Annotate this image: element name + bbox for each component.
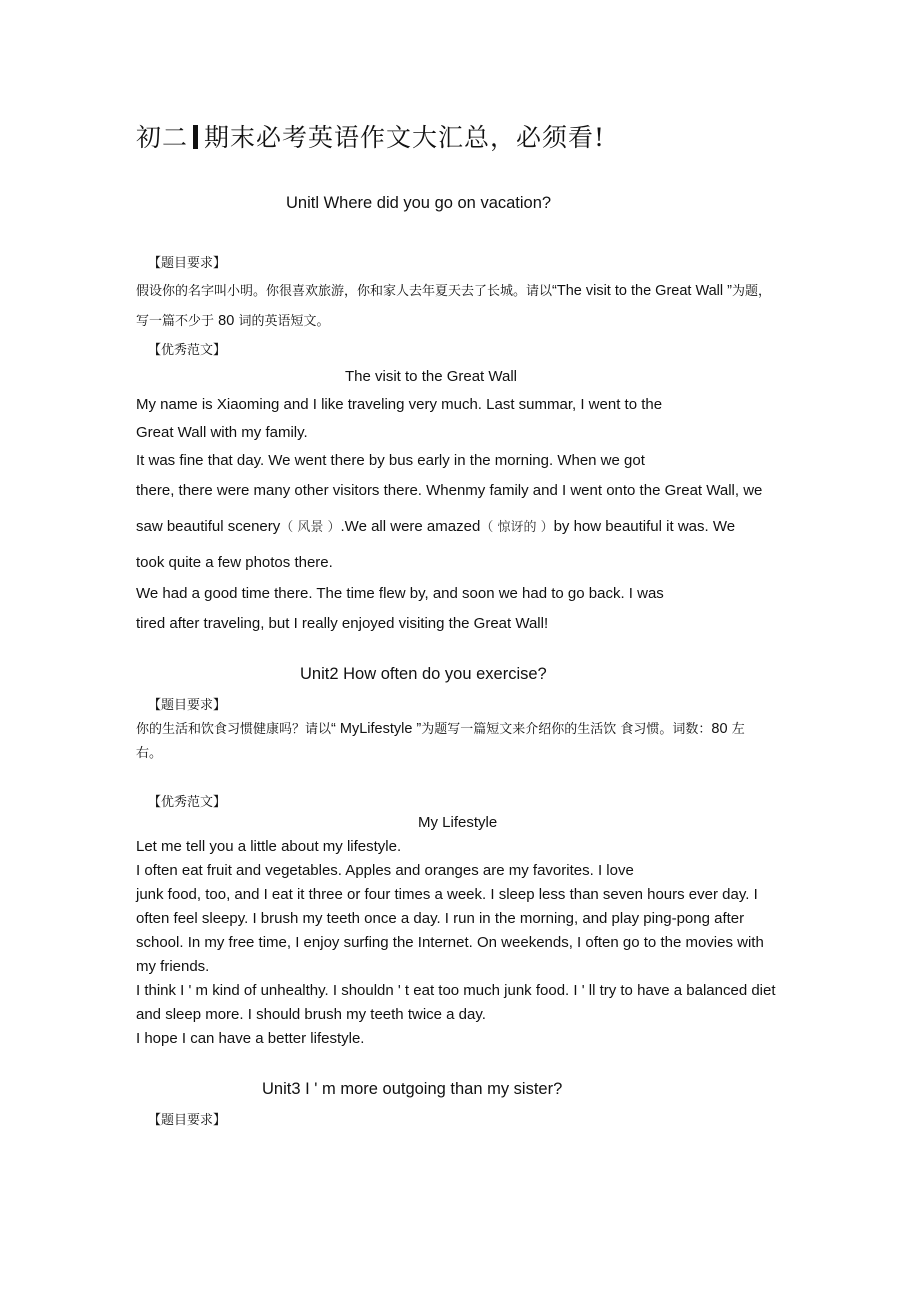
unit1-essay-line: We had a good time there. The time flew by, and soon we had to go back. I was <box>136 585 664 602</box>
unit2-requirement-tag: 【题目要求】 <box>148 698 227 713</box>
unit1-essay-line: saw beautiful scenery（ 风景 ）.We all were amazed（ 惊讶的 ）by how beautiful it was. We <box>136 518 736 535</box>
unit1-requirement-line1: 假设你的名字叫小明。你很喜欢旅游，你和家人去年夏天去了长城。请以“The visit to the Great Wall ”为题， <box>136 283 771 299</box>
unit2-essay-line: I hope I can have a better lifestyle. <box>136 1030 365 1047</box>
unit1-essay-line: tired after traveling, but I really enjoyed visiting the Great Wall! <box>136 615 549 632</box>
unit2-essay-line: junk food, too, and I eat it three or four times a week. I sleep less than seven hours ever day. I <box>136 886 758 903</box>
unit1-essay-line: My name is Xiaoming and I like traveling very much. Last summar, I went to the <box>136 396 663 413</box>
unit1-essay-line: there, there were many other visitors there. Whenmy family and I went onto the Great Wall, we <box>136 482 763 499</box>
unit1-heading: Unitl Where did you go on vacation? <box>286 194 552 212</box>
unit2-essay-line: I often eat fruit and vegetables. Apples and oranges are my favorites. I love <box>136 862 634 879</box>
page-title <box>136 118 605 154</box>
unit1-requirement-tag: 【题目要求】 <box>148 256 227 271</box>
title-separator-bar <box>193 125 198 149</box>
unit2-requirement-line2: 右。 <box>136 746 163 761</box>
title-grade: 初二 <box>136 123 189 152</box>
unit1-requirement-line2: 写一篇不少于 80 词的英语短文。 <box>136 313 330 329</box>
title-main: 期末必考英语作文大汇总，必须看! <box>204 123 606 152</box>
unit1-essay-line: It was fine that day. We went there by bus early in the morning. When we got <box>136 452 645 469</box>
unit1-sample-tag: 【优秀范文】 <box>148 343 227 358</box>
unit2-essay-line: Let me tell you a little about my lifestyle. <box>136 838 402 855</box>
unit3-requirement-tag: 【题目要求】 <box>148 1113 227 1128</box>
unit2-essay-title: My Lifestyle <box>418 814 498 831</box>
unit1-essay-line: Great Wall with my family. <box>136 424 308 441</box>
unit3-heading: Unit3 I ' m more outgoing than my sister? <box>262 1080 563 1098</box>
unit1-essay-line: took quite a few photos there. <box>136 554 333 571</box>
unit2-essay-line: school. In my free time, I enjoy surfing the Internet. On weekends, I often go to the movies with <box>136 934 764 951</box>
unit2-requirement-line1: 你的生活和饮食习惯健康吗？请以“ MyLifestyle ”为题写一篇短文来介绍你的生活饮 食习惯。词数：80 左 <box>136 721 745 737</box>
unit2-essay-line: and sleep more. I should brush my teeth twice a day. <box>136 1006 486 1023</box>
unit2-essay-line: often feel sleepy. I brush my teeth once a day. I run in the morning, and play ping-pong after <box>136 910 745 927</box>
unit2-sample-tag: 【优秀范文】 <box>148 795 227 810</box>
unit2-heading: Unit2 How often do you exercise? <box>300 665 547 683</box>
unit2-essay-line: I think I ' m kind of unhealthy. I shouldn ' t eat too much junk food. I ' ll try to have a balanced diet <box>136 982 776 999</box>
unit2-essay-line: my friends. <box>136 958 210 975</box>
unit1-essay-title: The visit to the Great Wall <box>345 368 518 385</box>
